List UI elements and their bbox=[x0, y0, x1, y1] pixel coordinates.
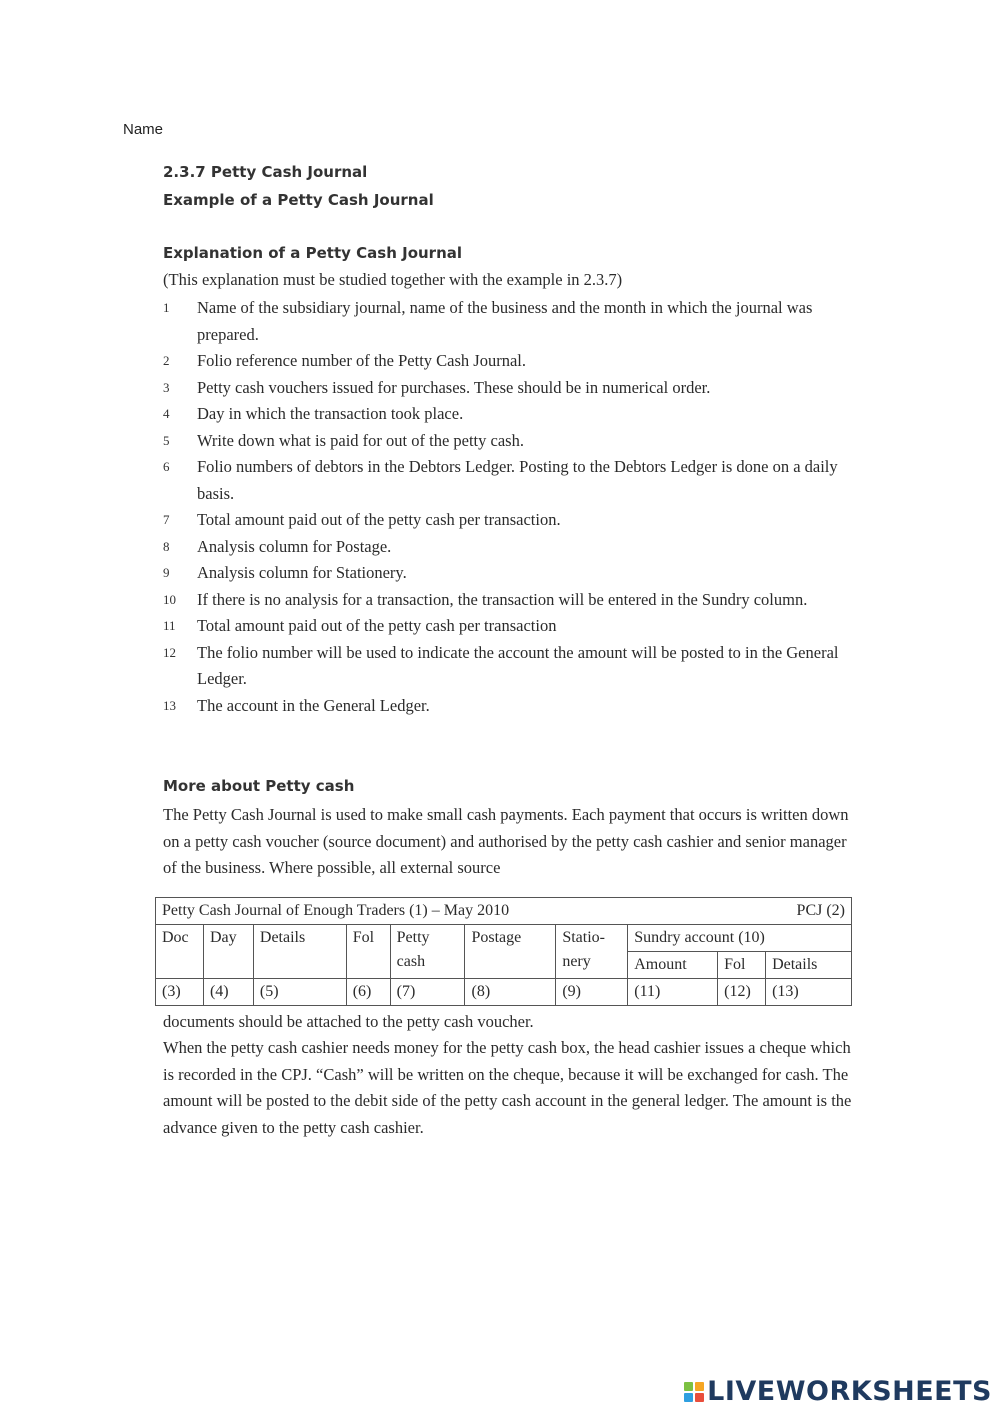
list-item-number: 4 bbox=[163, 406, 170, 421]
list-item bbox=[163, 348, 853, 375]
header-petty-line1: Petty bbox=[396, 929, 430, 946]
list-item-number: 8 bbox=[163, 538, 170, 554]
list-item-text: Analysis column for Postage. bbox=[197, 536, 392, 556]
table-title: Petty Cash Journal of Enough Traders (1) – May 2010 bbox=[162, 902, 510, 919]
header-petty-line2: cash bbox=[396, 953, 426, 970]
header-sundry-details: Details bbox=[766, 952, 852, 979]
list-item-number: 7 bbox=[163, 512, 170, 527]
explanation-title: Explanation of a Petty Cash Journal bbox=[163, 244, 463, 262]
table-title-cell bbox=[156, 898, 852, 925]
header-petty-cash bbox=[390, 925, 465, 979]
logo-square bbox=[684, 1382, 693, 1391]
list-item-text: Analysis column for Stationery. bbox=[197, 563, 407, 582]
ref-cell: (8) bbox=[465, 979, 556, 1006]
section-title: 2.3.7 Petty Cash Journal bbox=[163, 163, 368, 181]
ref-cell: (6) bbox=[346, 979, 390, 1006]
liveworksheets-logo-icon bbox=[684, 1382, 704, 1402]
ref-cell: (11) bbox=[628, 979, 718, 1006]
header-day: Day bbox=[203, 925, 253, 979]
list-item bbox=[163, 613, 853, 640]
list-item bbox=[163, 640, 853, 693]
header-postage: Postage bbox=[465, 925, 556, 979]
header-details: Details bbox=[253, 925, 346, 979]
list-item-text: Total amount paid out of the petty cash per transaction bbox=[197, 616, 557, 635]
list-item-text: Name of the subsidiary journal, name of the business and the month in which the journal was prepared. bbox=[197, 298, 813, 344]
list-item bbox=[163, 428, 853, 455]
list-item bbox=[163, 587, 853, 614]
petty-cash-journal-table bbox=[155, 897, 852, 1006]
logo-square bbox=[684, 1393, 693, 1402]
header-stat-line2: nery bbox=[562, 953, 591, 970]
list-item-number: 12 bbox=[163, 644, 176, 660]
liveworksheets-watermark bbox=[684, 1376, 992, 1407]
list-item bbox=[163, 375, 853, 402]
more-paragraph-2: documents should be attached to the petty cash voucher. bbox=[163, 1012, 534, 1031]
ref-cell: (12) bbox=[718, 979, 766, 1006]
header-sundry: Sundry account (10) bbox=[628, 925, 852, 952]
list-item-number: 5 bbox=[163, 432, 170, 448]
more-paragraph-1: The Petty Cash Journal is used to make small cash payments. Each payment that occurs is written down on a petty cash voucher (source document) and authorised by the petty cash cashier and senior manager of the business. Where possible, all external source bbox=[163, 805, 849, 877]
ref-cell: (4) bbox=[203, 979, 253, 1006]
list-item-number: 10 bbox=[163, 591, 176, 607]
list-item bbox=[163, 295, 853, 348]
table-ref: PCJ (2) bbox=[796, 902, 845, 919]
header-stat-line1: Statio- bbox=[562, 929, 605, 946]
header-stationery bbox=[556, 925, 628, 979]
list-item-text: Folio numbers of debtors in the Debtors Ledger. Posting to the Debtors Ledger is done on a daily basis. bbox=[197, 457, 838, 503]
list-item bbox=[163, 534, 853, 561]
logo-square bbox=[695, 1382, 704, 1391]
ref-cell: (9) bbox=[556, 979, 628, 1006]
list-item bbox=[163, 401, 853, 428]
list-item-number: 11 bbox=[163, 618, 176, 633]
list-item-text: If there is no analysis for a transaction, the transaction will be entered in the Sundry column. bbox=[197, 589, 808, 609]
list-item-text: Total amount paid out of the petty cash per transaction. bbox=[197, 510, 561, 529]
more-paragraph-3: When the petty cash cashier needs money for the petty cash box, the head cashier issues a cheque which is recorded in the CPJ. “Cash” will be written on the cheque, because it will be exchanged for cash. The amount will be posted to the debit side of the petty cash account in the general ledger. The amount is the advance given to the petty cash cashier. bbox=[163, 1038, 852, 1137]
header-doc: Doc bbox=[156, 925, 204, 979]
ref-cell: (7) bbox=[390, 979, 465, 1006]
list-item-text: The account in the General Ledger. bbox=[197, 695, 430, 715]
list-item-number: 1 bbox=[163, 300, 170, 315]
list-item bbox=[163, 693, 853, 720]
logo-square bbox=[695, 1393, 704, 1402]
more-title: More about Petty cash bbox=[163, 777, 355, 795]
ref-cell: (5) bbox=[253, 979, 346, 1006]
header-fol: Fol bbox=[346, 925, 390, 979]
list-item bbox=[163, 560, 853, 587]
explanation-list bbox=[163, 295, 853, 719]
list-item bbox=[163, 454, 853, 507]
ref-cell: (13) bbox=[766, 979, 852, 1006]
list-item-number: 3 bbox=[163, 379, 170, 395]
table-ref-row bbox=[156, 979, 852, 1006]
header-sundry-fol: Fol bbox=[718, 952, 766, 979]
ref-cell: (3) bbox=[156, 979, 204, 1006]
explanation-intro: (This explanation must be studied together with the example in 2.3.7) bbox=[163, 270, 623, 289]
list-item-number: 6 bbox=[163, 459, 170, 474]
list-item-number: 9 bbox=[163, 565, 170, 580]
list-item-number: 13 bbox=[163, 697, 176, 713]
list-item-text: Folio reference number of the Petty Cash Journal. bbox=[197, 351, 526, 370]
list-item-text: Write down what is paid for out of the petty cash. bbox=[197, 430, 524, 450]
name-label: Name bbox=[123, 121, 164, 138]
list-item-text: Day in which the transaction took place. bbox=[197, 404, 464, 423]
list-item-number: 2 bbox=[163, 353, 170, 368]
list-item-text: The folio number will be used to indicate the account the amount will be posted to in the General Ledger. bbox=[197, 642, 839, 688]
example-title: Example of a Petty Cash Journal bbox=[163, 191, 434, 209]
list-item-text: Petty cash vouchers issued for purchases. These should be in numerical order. bbox=[197, 377, 711, 397]
list-item bbox=[163, 507, 853, 534]
header-sundry-amount: Amount bbox=[628, 952, 718, 979]
watermark-text: LIVEWORKSHEETS bbox=[707, 1376, 992, 1407]
